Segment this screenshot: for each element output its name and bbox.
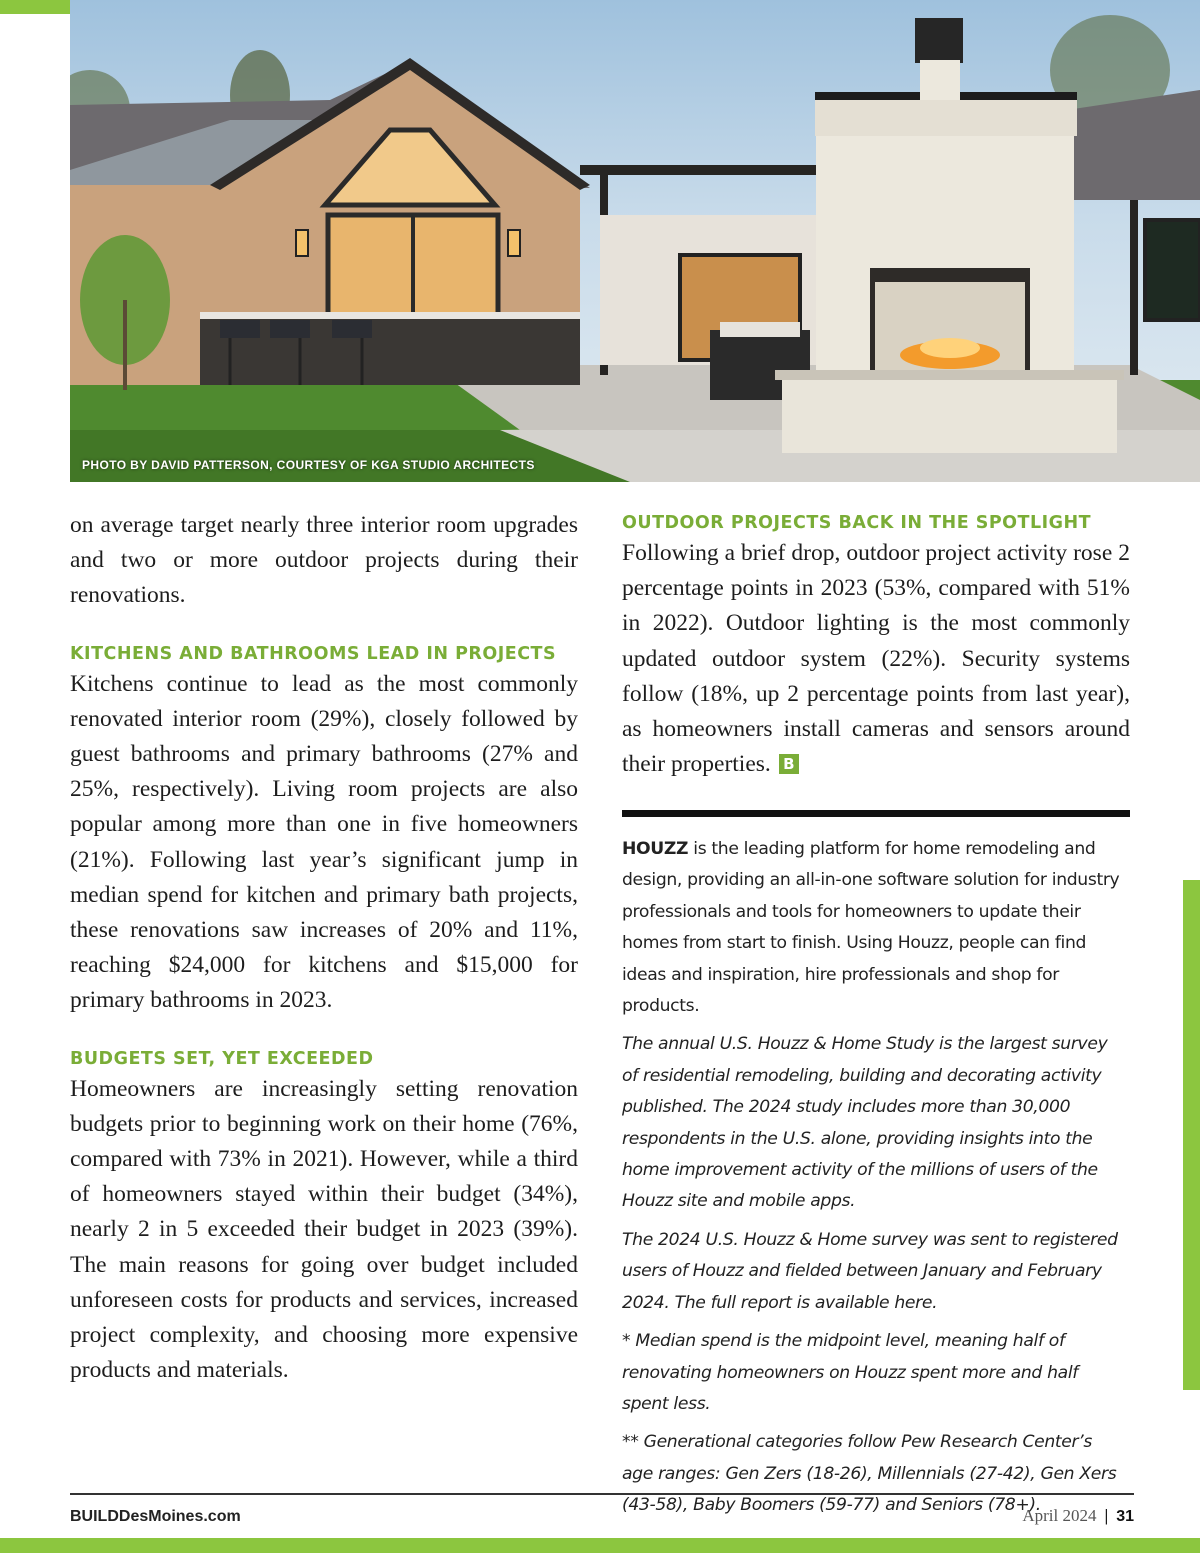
section-heading-outdoor: OUTDOOR PROJECTS BACK IN THE SPOTLIGHT <box>622 513 1092 533</box>
median-footnote: * Median spend is the midpoint level, meaning half of renovating homeowners on Houzz spent more and half spent less. <box>622 1331 1078 1414</box>
left-column <box>70 508 578 1388</box>
section-heading-budgets: BUDGETS SET, YET EXCEEDED <box>70 1048 374 1069</box>
brand-name: HOUZZ <box>622 839 689 859</box>
about-paragraph <box>622 834 1122 1022</box>
end-of-article-mark: B <box>779 754 799 774</box>
right-accent-bar <box>1183 880 1200 1390</box>
footer-page-info <box>1022 1506 1134 1526</box>
section-heading-kitchens: KITCHENS AND BATHROOMS LEAD IN PROJECTS <box>70 643 557 664</box>
generation-footnote: ** Generational categories follow Pew Research Center’s age ranges: Gen Zers (18-26), Millennials (27-42), Gen Xers (43-58), Baby Boomers (59-77) and Seniors (78+). <box>622 1432 1117 1516</box>
bottom-accent-bar <box>0 1538 1200 1553</box>
page-number: 31 <box>1116 1508 1134 1525</box>
photo-credit: PHOTO BY DAVID PATTERSON, COURTESY OF KGA STUDIO ARCHITECTS <box>82 458 535 472</box>
house-illustration <box>70 0 1200 482</box>
about-text: is the leading platform for home remodeling and design, providing an all-in-one software solution for industry professionals and tools for homeowners to update their homes from start to finish. Using Houzz, people can find ideas and inspiration, hire professionals and shop for products. <box>622 839 1120 1017</box>
section-body-kitchens: Kitchens continue to lead as the most commonly renovated interior room (29%), closely followed by guest bathrooms and primary bathrooms (27% and 25%, respectively). Living room projects are also popular among more than one in five homeowners (21%). Following last year’s significant jump in median spend for kitchen and primary bath projects, these renovations saw increases of 20% and 11%, reaching $24,000 for kitchens and $15,000 for primary bathrooms in 2023. <box>70 670 578 1014</box>
right-column <box>622 510 1130 782</box>
issue-date: April 2024 <box>1022 1506 1097 1525</box>
intro-paragraph: on average target nearly three interior room upgrades and two or more outdoor projects during their renovations. <box>70 512 578 609</box>
sidebar-divider <box>622 810 1130 817</box>
top-accent-bar <box>0 0 70 14</box>
section-body-budgets: Homeowners are increasingly setting renovation budgets prior to beginning work on their home (76%, compared with 73% in 2021). However, while a third of homeowners stayed within their budget (34%), nearly 2 in 5 exceeded their budget in 2023 (39%). The main reasons for going over budget included unforeseen costs for products and services, increased project complexity, and choosing more expensive products and materials. <box>70 1075 578 1384</box>
survey-note: The 2024 U.S. Houzz & Home survey was sent to registered users of Houzz and fielded between January and February 2024. The full report is available here. <box>622 1229 1118 1313</box>
section-body-outdoor <box>622 536 1130 782</box>
hero-photo <box>70 0 1200 482</box>
study-note: The annual U.S. Houzz & Home Study is the largest survey of residential remodeling, building and decorating activity published. The 2024 study includes more than 30,000 respondents in the U.S. alone, providing insights into the home improvement activity of the millions of users of the Houzz site and mobile apps. <box>622 1034 1108 1212</box>
outdoor-text: Following a brief drop, outdoor project activity rose 2 percentage points in 2023 (53%, compared with 51% in 2022). Outdoor lighting is the most commonly updated outdoor system (22%). Security systems follow (18%, up 2 percentage points from last year), as homeowners install cameras and sensors around their properties. <box>622 540 1130 778</box>
footer-separator: | <box>1104 1506 1109 1525</box>
footer-rule <box>70 1493 1134 1495</box>
about-houzz-sidebar <box>622 834 1122 1529</box>
footer-website-link[interactable]: BUILDDesMoines.com <box>70 1508 241 1525</box>
